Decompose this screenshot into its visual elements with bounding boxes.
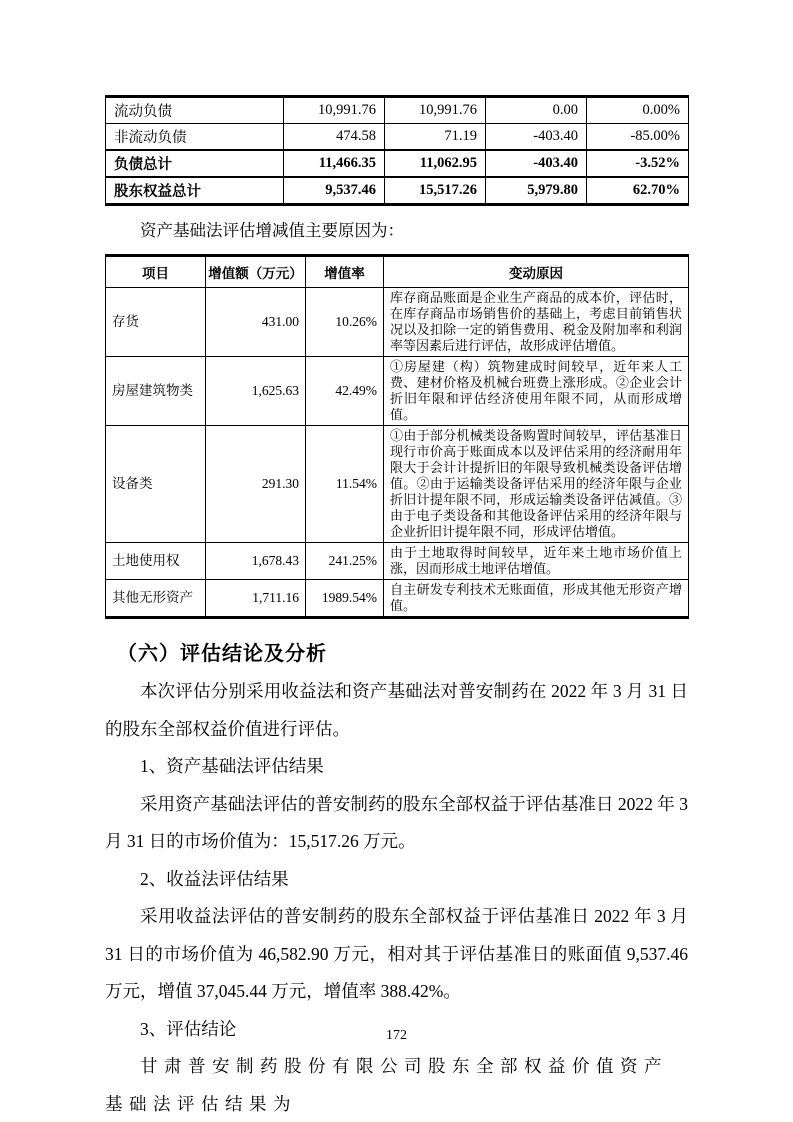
amount-cell: 291.30 [206, 426, 306, 543]
change-amount-cell: -403.40 [486, 124, 587, 151]
rate-cell: 10.26% [306, 288, 384, 357]
rate-cell: 1989.54% [306, 580, 384, 618]
amount-cell: 431.00 [206, 288, 306, 357]
item-cell: 其他无形资产 [106, 580, 206, 618]
subheading-conclusion: 3、评估结论 [140, 1018, 237, 1039]
subheading-income-approach-result: 2、收益法评估结果 [140, 868, 289, 889]
table-row-land-use-right [106, 543, 689, 580]
table-row-buildings [106, 357, 689, 426]
appraised-value-cell: 10,991.76 [385, 97, 486, 124]
appraised-value-cell: 71.19 [385, 124, 486, 151]
column-header-reason: 变动原因 [384, 256, 689, 288]
table-row-total-equity [106, 177, 689, 205]
rate-cell: 11.54% [306, 426, 384, 543]
book-value-cell: 11,466.35 [284, 150, 385, 177]
reason-cell: ①由于部分机械类设备购置时间较早，评估基准日现行市价高于账面成本以及评估采用的经济耐用年限大于会计计提折旧的年限导致机械类设备评估增值。②由于运输类设备评估采用的经济年限与企业折旧计提年限不同，形成运输类设备评估减值。③由于电子类设备和其他设备评估采用的经济年限与企业折旧计提年限不同，形成评估增值。 [384, 426, 689, 543]
paragraph-asset-based-result: 采用资产基础法评估的普安制药的股东全部权益于评估基准日 2022 年 3 月 31 日的市场价值为：15,517.26 万元。 [105, 793, 688, 851]
change-amount-cell: 0.00 [486, 97, 587, 124]
table-header-row [106, 256, 689, 288]
row-label: 股东权益总计 [106, 177, 284, 205]
intro-line: 资产基础法评估增减值主要原因为： [140, 221, 404, 240]
rate-cell: 42.49% [306, 357, 384, 426]
paragraph-income-approach-result: 采用收益法评估的普安制药的股东全部权益于评估基准日 2022 年 3 月 31 日的市场价值为 46,582.90 万元，相对其于评估基准日的账面值 9,537.46 万元，增值 37,045.44 万元，增值率 388.42%。 [105, 906, 688, 1001]
change-rate-cell: 62.70% [587, 177, 689, 205]
amount-cell: 1,711.16 [206, 580, 306, 618]
change-rate-cell: -3.52% [587, 150, 689, 177]
reason-cell: 自主研发专利技术无账面值，形成其他无形资产增值。 [384, 580, 689, 618]
book-value-cell: 10,991.76 [284, 97, 385, 124]
table-row-current-liabilities [106, 97, 689, 124]
change-amount-cell: 5,979.80 [486, 177, 587, 205]
table-row-inventory [106, 288, 689, 357]
item-cell: 设备类 [106, 426, 206, 543]
row-label: 负债总计 [106, 150, 284, 177]
table-row-total-liabilities [106, 150, 689, 177]
reason-cell: ①房屋建（构）筑物建成时间较早，近年来人工费、建材价格及机械台班费上涨形成。②企业会计折旧年限和评估经济使用年限不同，从而形成增值。 [384, 357, 689, 426]
book-value-cell: 474.58 [284, 124, 385, 151]
subheading-asset-based-result: 1、资产基础法评估结果 [140, 756, 324, 776]
column-header-amount: 增值额（万元） [206, 256, 306, 288]
column-header-item: 项目 [106, 256, 206, 288]
item-cell: 土地使用权 [106, 543, 206, 580]
row-label: 流动负债 [106, 97, 284, 124]
item-cell: 存货 [106, 288, 206, 357]
page-number: 172 [386, 1028, 407, 1043]
item-cell: 房屋建筑物类 [106, 357, 206, 426]
change-rate-cell: 0.00% [587, 97, 689, 124]
body-text [105, 673, 688, 1122]
table-row-other-intangibles [106, 580, 689, 618]
table-row-noncurrent-liabilities [106, 124, 689, 151]
appraised-value-cell: 11,062.95 [385, 150, 486, 177]
table-row-equipment [106, 426, 689, 543]
amount-cell: 1,625.63 [206, 357, 306, 426]
section-heading: （六）评估结论及分析 [117, 643, 327, 665]
paragraph-conclusion: 甘肃普安制药股份有限公司股东全部权益价值资产基础法评估结果为 [105, 1056, 668, 1114]
column-header-rate: 增值率 [306, 256, 384, 288]
change-amount-cell: -403.40 [486, 150, 587, 177]
row-label: 非流动负债 [106, 124, 284, 151]
change-rate-cell: -85.00% [587, 124, 689, 151]
book-value-cell: 9,537.46 [284, 177, 385, 205]
paragraph-overview: 本次评估分别采用收益法和资产基础法对普安制药在 2022 年 3 月 31 日的股东全部权益价值进行评估。 [105, 681, 688, 739]
reason-cell: 库存商品账面是企业生产商品的成本价，评估时，在库存商品市场销售价的基础上，考虑目前销售状况以及扣除一定的销售费用、税金及附加率和利润率等因素后进行评估，故形成评估增值。 [384, 288, 689, 357]
page-content [105, 95, 688, 1122]
liability-equity-table [105, 95, 689, 206]
amount-cell: 1,678.43 [206, 543, 306, 580]
appraised-value-cell: 15,517.26 [385, 177, 486, 205]
rate-cell: 241.25% [306, 543, 384, 580]
increment-reason-table [105, 254, 689, 619]
reason-cell: 由于土地取得时间较早，近年来土地市场价值上涨，因而形成土地评估增值。 [384, 543, 689, 580]
